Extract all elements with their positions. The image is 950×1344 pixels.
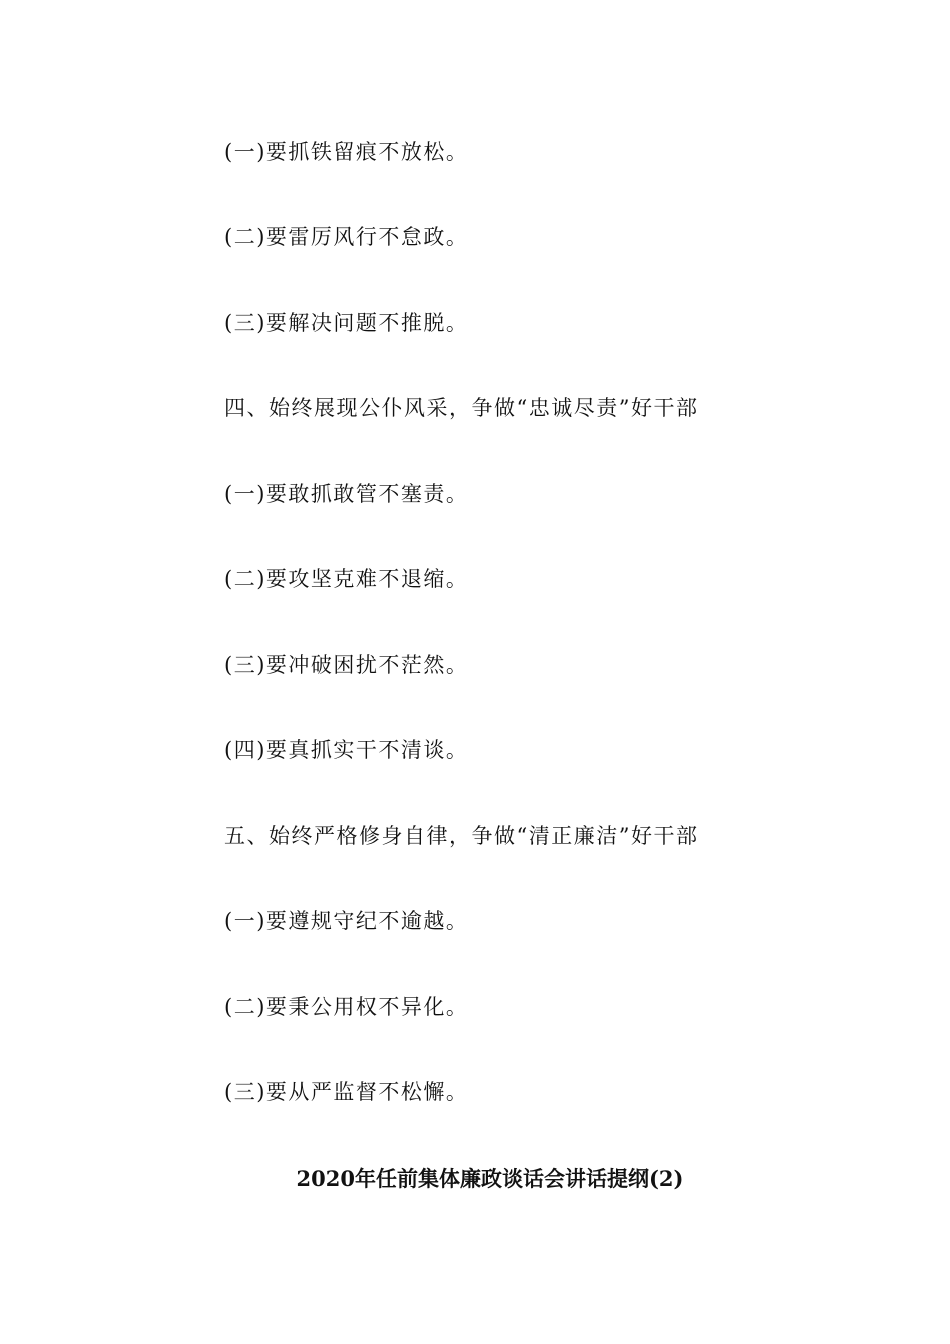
section-heading: 五、始终严格修身自律，争做“清正廉洁”好干部 <box>224 824 699 848</box>
sub-item-line: (一)要抓铁留痕不放松。 <box>224 140 469 164</box>
document-title: 2020年任前集体廉政谈话会讲话提纲(2) <box>296 1166 684 1191</box>
sub-item-line: (二)要秉公用权不异化。 <box>224 995 469 1019</box>
section-heading: 四、始终展现公仆风采，争做“忠诚尽责”好干部 <box>224 396 699 420</box>
sub-item-line: (三)要冲破困扰不茫然。 <box>224 653 469 677</box>
sub-item-line: (一)要遵规守纪不逾越。 <box>224 909 469 933</box>
sub-item-line: (二)要攻坚克难不退缩。 <box>224 567 469 591</box>
sub-item-line: (一)要敢抓敢管不塞责。 <box>224 482 469 506</box>
sub-item-line: (三)要从严监督不松懈。 <box>224 1080 469 1104</box>
sub-item-line: (四)要真抓实干不清谈。 <box>224 738 469 762</box>
sub-item-line: (三)要解决问题不推脱。 <box>224 311 469 335</box>
sub-item-line: (二)要雷厉风行不怠政。 <box>224 225 469 249</box>
